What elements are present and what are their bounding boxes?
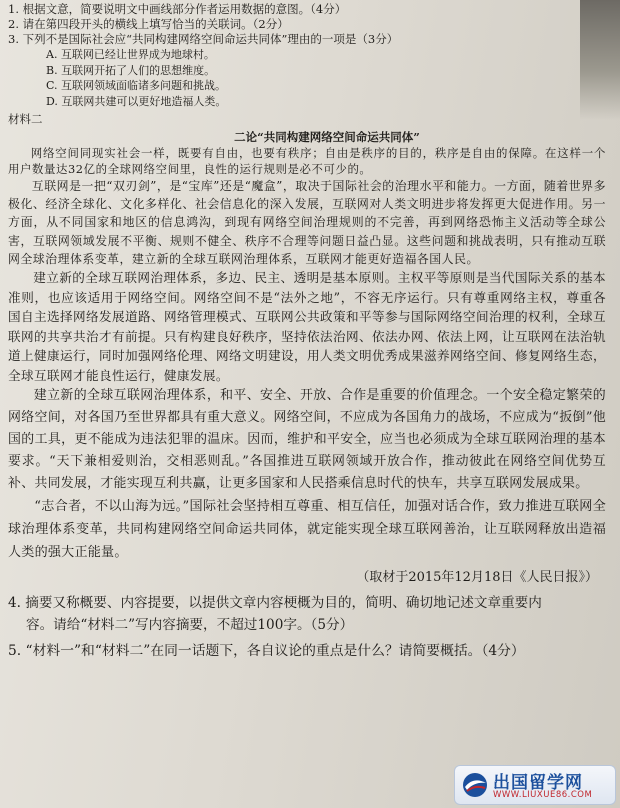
source-citation: （取材于2015年12月18日《人民日报》）: [356, 570, 598, 586]
section-label: 材料二: [8, 112, 43, 126]
question-5: 5. “材料一”和“材料二”在同一话题下，各自议论的重点是什么？请简要概括。（4分）: [8, 643, 525, 660]
paragraph-4: 建立新的全球互联网治理体系，和平、安全、开放、合作是重要的价值理念。一个安全稳定繁荣的网络空间，对各国乃至世界都具有重大意义。网络空间，不应成为各国角力的战场，不应成为“扳倒”他国的工具，更不能成为违法犯罪的温床。因而，维护和平安全，应当也必须成为全球互联网治理的基本要求。“天下兼相爱则治，交相恶则乱。”各国推进互联网领域开放合作，推动彼此在网络空间优势互补、共同发展，才能实现互利共赢，让更多国家和人民搭乘信息时代的快车，共享互联网发展成果。: [8, 388, 606, 492]
question-4: [8, 592, 606, 636]
paragraph-3: 建立新的全球互联网治理体系，多边、民主、透明是基本原则。主权平等原则是当代国际关系的基本准则，也应该适用于网络空间。网络空间不是“法外之地”，不容无序运行。只有尊重网络主权，尊重各国自主选择网络发展道路、网络管理模式、互联网公共政策和平等参与国际网络空间治理的权利，全球互联网的共享共治才有前提。只有构建良好秩序，坚持依法治网、依法办网、依法上网，让互联网在法治轨道上健康运行，同时加强网络伦理、网络文明建设，用人类文明优秀成果滋养网络空间、修复网络生态，全球互联网才能良性运行，健康发展。: [8, 270, 606, 383]
watermark-url: WWW.LIUXUE86.COM: [493, 790, 593, 800]
article-title: 二论“共同构建网络空间命运共同体”: [234, 130, 420, 144]
option-c: C. 互联网领域面临诸多问题和挑战。: [46, 79, 227, 92]
option-b: B. 互联网开拓了人们的思想维度。: [46, 63, 216, 77]
option-a: A. 互联网已经让世界成为地球村。: [46, 48, 215, 61]
paragraph-2: 互联网是一把“双刃剑”，是“宝库”还是“魔盒”，取决于国际社会的治理水平和能力。一方面，随着世界多极化、经济全球化、文化多样化、社会信息化的深入发展，互联网对人类文明进步将发挥更大促进作用。另一方面，从不同国家和地区的信息鸿沟，到现有网络空间治理规则的不完善，再到网络恐怖主义活动等全球公害，互联网领域发展不平衡、规则不健全、秩序不合理等问题日益凸显。这些问题和挑战表明，只有推动互联网全球治理体系变革，建立新的全球互联网治理体系，互联网才能更好造福各国人民。: [8, 179, 606, 266]
question-3: 3. 下列不是国际社会应“共同构建网络空间命运共同体”理由的一项是（3分）: [8, 32, 399, 46]
paragraph-1: 网络空间同现实社会一样，既要有自由，也要有秩序；自由是秩序的目的，秩序是自由的保障。在这样一个用户数量达32亿的全球网络空间里，良性的运行规则是必不可少的。: [8, 146, 606, 176]
paragraph-5: “志合者，不以山海为远。”国际社会坚持相互尊重、相互信任，加强对话合作，致力推进互联网全球治理体系变革，共同构建网络空间命运共同体，就定能实现全球互联网善治，让互联网释放出造福人类的强大正能量。: [8, 499, 606, 561]
question-4-line-2: 容。请给“材料二”写内容摘要，不超过100字。（5分）: [26, 617, 354, 634]
watermark-title: 出国留学网: [493, 773, 583, 793]
question-4-line-1: 4. 摘要又称概要、内容提要，以提供文章内容梗概为目的，简明、确切地记述文章重要内: [8, 595, 542, 612]
question-2: 2. 请在第四段开头的横线上填写恰当的关联词。（2分）: [8, 17, 289, 31]
document-content: [0, 2, 606, 664]
watermark-logo: [454, 765, 616, 805]
option-d: D. 互联网共建可以更好地造福人类。: [46, 94, 227, 108]
question-1: 1. 根据文意，简要说明文中画线部分作者运用数据的意图。（4分）: [8, 2, 347, 16]
globe-wing-icon: [461, 771, 489, 799]
